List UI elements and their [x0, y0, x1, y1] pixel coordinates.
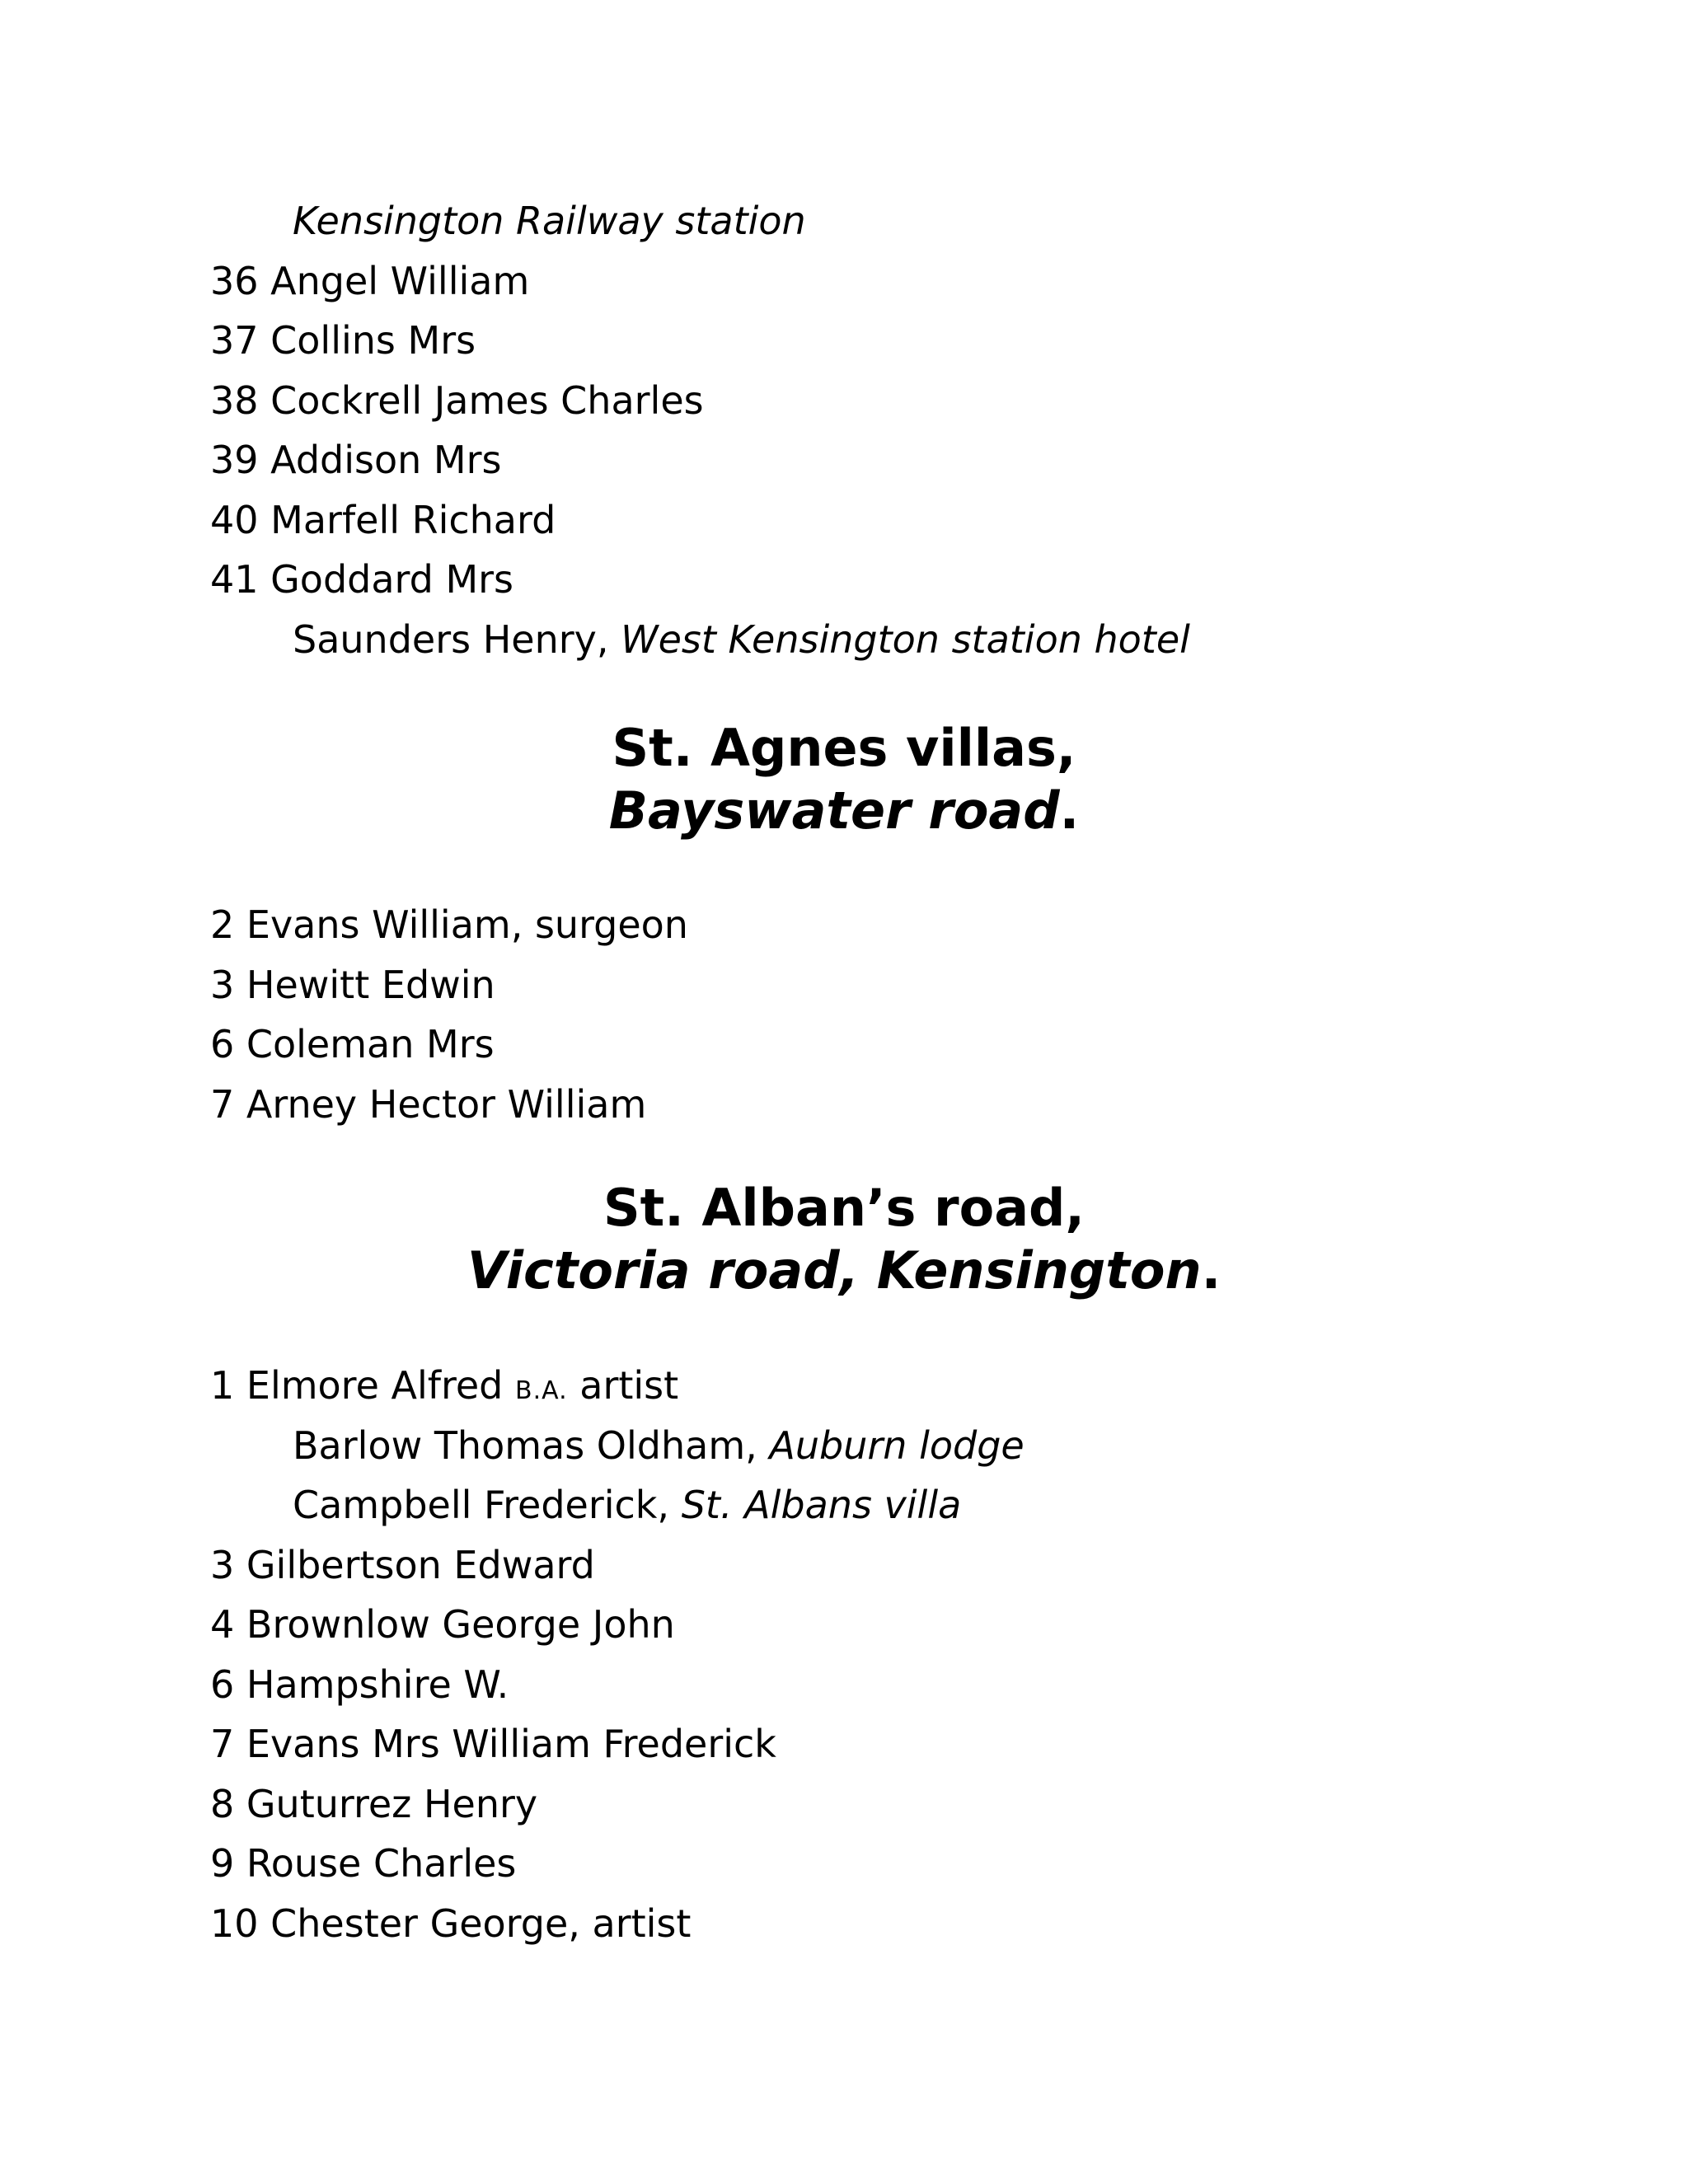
list-item: 39 Addison Mrs [210, 438, 502, 482]
resident-name: Barlow Thomas Oldham, [293, 1422, 770, 1468]
resident-degree: B.A. [514, 1376, 568, 1405]
list-item [210, 610, 1479, 670]
resident-name: Campbell Frederick, [293, 1483, 682, 1527]
list-item: 2 Evans William, surgeon [210, 902, 688, 947]
list-item: 6 Coleman Mrs [210, 1022, 495, 1066]
intro-line: Kensington Railway station [293, 199, 806, 243]
street-title: St. Alban’s road, [603, 1178, 1085, 1238]
street-subtitle: Victoria road, Kensington [467, 1240, 1202, 1301]
resident-name: Saunders Henry, [293, 616, 621, 662]
list-item: 40 Marfell Richard [210, 497, 556, 542]
block-albans-road [210, 1356, 1479, 1953]
street-subtitle-end: . [1201, 1240, 1221, 1301]
resident-occupation: artist [567, 1363, 679, 1408]
list-item [210, 1356, 1479, 1416]
list-item: 38 Cockrell James Charles [210, 377, 704, 423]
resident-place: St. Albans villa [681, 1483, 962, 1527]
block-agnes-villas [210, 895, 1479, 1134]
resident-place: West Kensington station hotel [621, 616, 1190, 662]
list-item: 7 Evans Mrs William Frederick [210, 1722, 776, 1766]
resident-name: 1 Elmore Alfred [210, 1363, 515, 1408]
list-item: 4 Brownlow George John [210, 1602, 675, 1647]
street-heading-agnes [0, 717, 1688, 842]
list-item [210, 1475, 1479, 1535]
street-heading-alban [0, 1177, 1688, 1302]
list-item: 7 Arney Hector William [210, 1081, 647, 1127]
street-subtitle-line [0, 1240, 1688, 1302]
street-subtitle-line [0, 780, 1688, 842]
list-item: 9 Rouse Charles [210, 1841, 517, 1886]
list-item: 37 Collins Mrs [210, 318, 476, 363]
street-subtitle: Bayswater road [608, 780, 1060, 841]
resident-place: Auburn lodge [769, 1422, 1025, 1468]
list-item: 8 Guturrez Henry [210, 1781, 538, 1826]
list-item: 10 Chester George, artist [210, 1900, 692, 1946]
list-item: 41 Goddard Mrs [210, 557, 514, 602]
street-subtitle-end: . [1059, 780, 1080, 841]
list-item [210, 1416, 1479, 1476]
list-item: 3 Hewitt Edwin [210, 962, 495, 1007]
list-item: 36 Angel William [210, 258, 530, 303]
block-kensington-station [210, 191, 1479, 669]
street-title: St. Agnes villas, [612, 718, 1076, 778]
list-item: 3 Gilbertson Edward [210, 1542, 595, 1587]
list-item: 6 Hampshire W. [210, 1661, 509, 1707]
